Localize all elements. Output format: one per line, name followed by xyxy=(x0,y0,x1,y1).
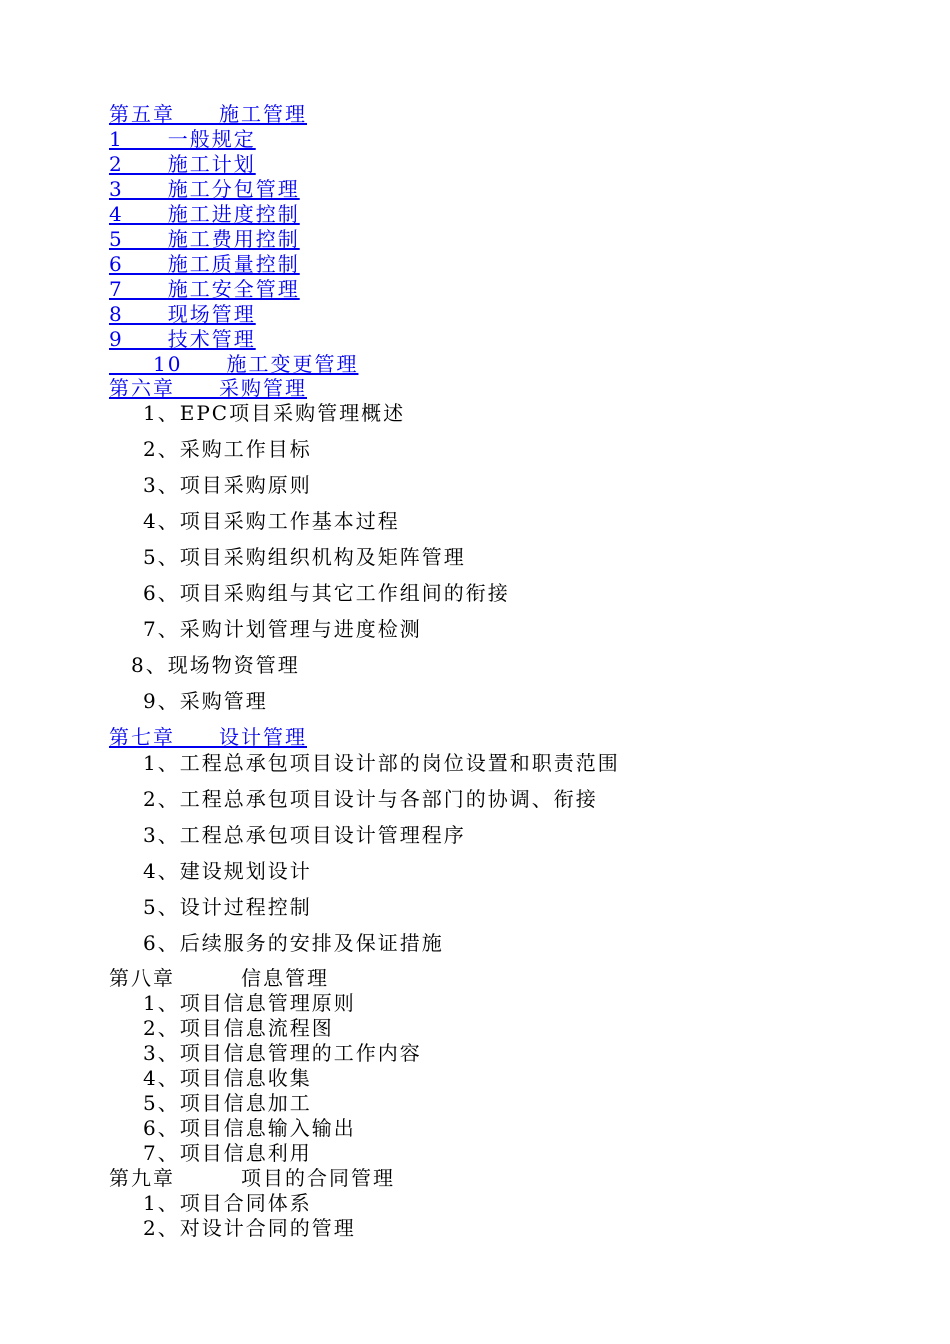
toc-ch6-item-2: 2、采购工作目标 xyxy=(143,437,312,461)
toc-ch5-item-5-link[interactable]: 5 施工费用控制 xyxy=(109,227,300,251)
toc-ch7-item-4: 4、建设规划设计 xyxy=(143,859,312,883)
toc-ch5-item-1-link[interactable]: 1 一般规定 xyxy=(109,127,256,151)
toc-chapter-8-heading: 第八章 信息管理 xyxy=(109,966,329,990)
toc-ch6-item-8: 8、现场物资管理 xyxy=(131,653,300,677)
toc-ch5-item-4-link[interactable]: 4 施工进度控制 xyxy=(109,202,300,226)
toc-ch5-item-2-link[interactable]: 2 施工计划 xyxy=(109,152,256,176)
toc-ch7-item-3: 3、工程总承包项目设计管理程序 xyxy=(143,823,466,847)
toc-ch8-item-6: 6、项目信息输入输出 xyxy=(143,1116,356,1140)
toc-ch6-item-7: 7、采购计划管理与进度检测 xyxy=(143,617,422,641)
toc-ch5-item-10-link[interactable]: 10 施工变更管理 xyxy=(109,352,359,376)
toc-chapter-5-link[interactable]: 第五章 施工管理 xyxy=(109,102,307,126)
toc-ch9-item-2: 2、对设计合同的管理 xyxy=(143,1216,356,1240)
toc-ch7-item-1: 1、工程总承包项目设计部的岗位设置和职责范围 xyxy=(143,751,620,775)
toc-ch5-item-6-link[interactable]: 6 施工质量控制 xyxy=(109,252,300,276)
toc-ch9-item-1: 1、项目合同体系 xyxy=(143,1191,312,1215)
toc-ch7-item-5: 5、设计过程控制 xyxy=(143,895,312,919)
toc-ch7-item-2: 2、工程总承包项目设计与各部门的协调、衔接 xyxy=(143,787,598,811)
toc-ch5-item-7-link[interactable]: 7 施工安全管理 xyxy=(109,277,300,301)
toc-ch6-item-9: 9、采购管理 xyxy=(143,689,268,713)
toc-ch8-item-1: 1、项目信息管理原则 xyxy=(143,991,356,1015)
toc-chapter-7-link[interactable]: 第七章 设计管理 xyxy=(109,725,307,749)
toc-ch6-item-4: 4、项目采购工作基本过程 xyxy=(143,509,400,533)
toc-chapter-9-heading: 第九章 项目的合同管理 xyxy=(109,1166,395,1190)
toc-ch5-item-8-link[interactable]: 8 现场管理 xyxy=(109,302,256,326)
toc-ch8-item-2: 2、项目信息流程图 xyxy=(143,1016,334,1040)
toc-ch5-item-9-link[interactable]: 9 技术管理 xyxy=(109,327,256,351)
toc-ch6-item-6: 6、项目采购组与其它工作组间的衔接 xyxy=(143,581,510,605)
toc-ch6-item-1: 1、EPC项目采购管理概述 xyxy=(143,401,406,425)
toc-ch8-item-7: 7、项目信息利用 xyxy=(143,1141,312,1165)
toc-ch6-item-3: 3、项目采购原则 xyxy=(143,473,312,497)
toc-ch8-item-5: 5、项目信息加工 xyxy=(143,1091,312,1115)
toc-ch8-item-3: 3、项目信息管理的工作内容 xyxy=(143,1041,422,1065)
toc-chapter-6-link[interactable]: 第六章 采购管理 xyxy=(109,376,307,400)
toc-ch5-item-3-link[interactable]: 3 施工分包管理 xyxy=(109,177,300,201)
toc-ch7-item-6: 6、后续服务的安排及保证措施 xyxy=(143,931,444,955)
toc-ch8-item-4: 4、项目信息收集 xyxy=(143,1066,312,1090)
toc-ch6-item-5: 5、项目采购组织机构及矩阵管理 xyxy=(143,545,466,569)
